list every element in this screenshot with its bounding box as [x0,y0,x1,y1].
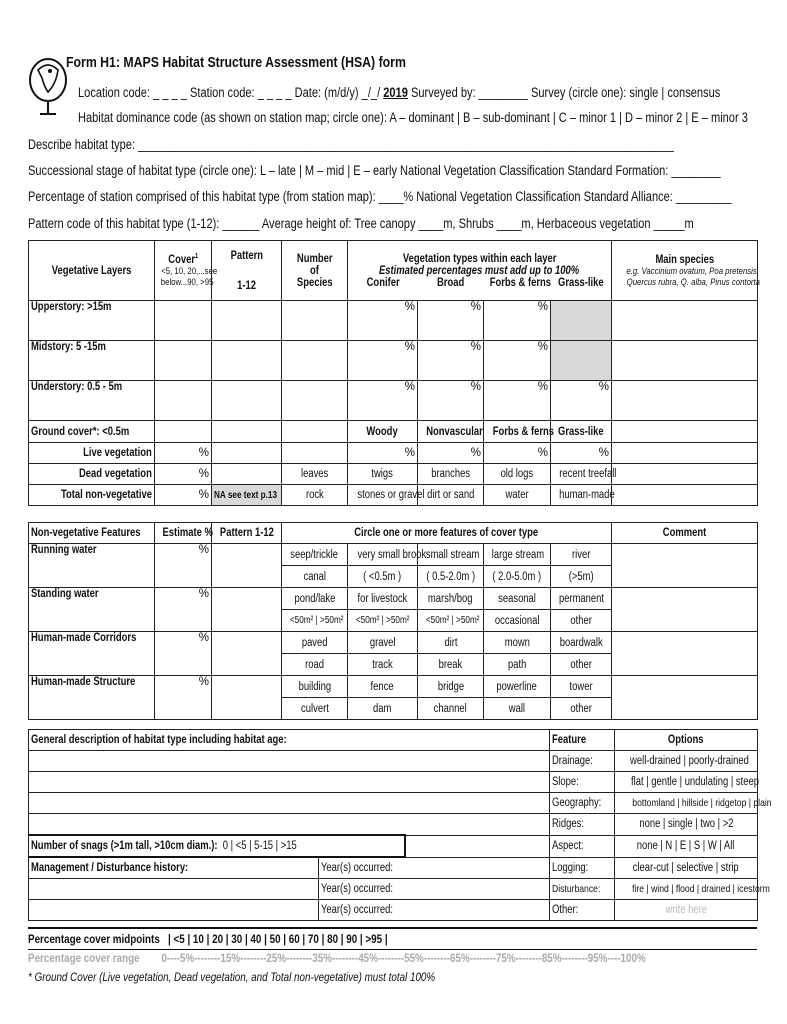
upperstory-conifer[interactable]: % [348,301,418,341]
ground-main-species[interactable] [612,421,758,443]
rw-option-4[interactable]: large stream [484,544,551,566]
description-line-4[interactable] [29,814,550,836]
corridors-pattern[interactable] [212,632,282,676]
hs-option-7[interactable]: dam [348,698,418,720]
hs-option-4[interactable]: powerline [484,676,551,698]
live-nonvascular[interactable]: % [418,443,484,464]
options-aspect[interactable]: none | N | E | S | W | All [615,835,758,857]
hc-option-10[interactable]: other [551,654,612,676]
dead-vegetation-label: Dead vegetation [29,464,155,485]
nonvascular-header: Nonvascular [418,421,484,443]
hc-option-3[interactable]: dirt [418,632,484,654]
hs-option-5[interactable]: tower [551,676,612,698]
rw-size-3: ( 2.0-5.0m ) [484,566,551,588]
nonveg-pattern-header: Pattern 1-12 [212,523,282,544]
comment-header: Comment [612,523,758,544]
describe-habitat-line: Describe habitat type: _______________________________________________________________________________________ [28,137,674,152]
hc-option-2[interactable]: gravel [348,632,418,654]
hs-option-9[interactable]: wall [484,698,551,720]
habitat-dominance-line: Habitat dominance code (as shown on station map; circle one): A – dominant | B – sub-dominant | C – minor 1 | D – minor 2 | E – minor 3 [78,110,748,125]
understory-main-species[interactable] [612,381,758,421]
rw-option-6[interactable]: canal [282,566,348,588]
sw-option-3[interactable]: marsh/bog [418,588,484,610]
hc-option-1[interactable]: paved [282,632,348,654]
corridors-label: Human-made Corridors [29,632,155,676]
sw-option-5[interactable]: permanent [551,588,612,610]
understory-species[interactable] [282,381,348,421]
dead-branches: branches [418,464,484,485]
vegetation-table [28,240,761,506]
midstory-conifer[interactable]: % [348,341,418,381]
standing-water-comment[interactable] [612,588,758,632]
woody-header: Woody [348,421,418,443]
pattern-code-line: Pattern code of this habitat type (1-12): ______ Average height of: Tree canopy ____m, Shrubs ____m, Herbaceous vegetation _____m [28,216,694,231]
feature-ridges: Ridges: [550,814,615,836]
structure-comment[interactable] [612,676,758,720]
year-occurred-2[interactable]: Year(s) occurred: [319,879,550,900]
vegetative-layers-header: Vegetative Layers [29,241,155,301]
live-vegetation-species[interactable] [282,443,348,464]
dead-vegetation-cover[interactable]: % [155,464,212,485]
feature-disturbance: Disturbance: [550,879,615,900]
understory-conifer[interactable]: % [348,381,418,421]
snags-row[interactable]: Number of snags (>1m tall, >10cm diam.): 0 | <5 | 5-15 | >15 [29,835,405,857]
cover-header: Cover$^1$ <5, 10, 20,...see below...90, >95 [155,241,212,301]
management-label: Management / Disturbance history: [29,857,319,879]
location-line [78,85,720,100]
midstory-pattern[interactable] [212,341,282,381]
sw-size-1[interactable]: <50m² | >50m² [282,610,348,632]
structure-pattern[interactable] [212,676,282,720]
upperstory-main-species[interactable] [612,301,758,341]
upperstory-forbs[interactable]: % [484,301,551,341]
surveyed-by: Surveyed by: ________ Survey (circle one): single | consensus [410,85,721,100]
dead-main-species[interactable] [612,464,758,485]
maps-logo-icon [28,56,68,118]
hc-option-9[interactable]: path [484,654,551,676]
live-main-species[interactable] [612,443,758,464]
number-of-species-header: Number of Species [282,241,348,301]
running-water-pattern[interactable] [212,544,282,588]
rw-option-2[interactable]: very small brook [348,544,418,566]
nonveg-stones: stones or gravel [348,485,418,506]
structure-label: Human-made Structure [29,676,155,720]
circle-features-header: Circle one or more features of cover type [282,523,612,544]
rw-option-3[interactable]: small stream [418,544,484,566]
dead-vegetation-pattern[interactable] [212,464,282,485]
running-water-comment[interactable] [612,544,758,588]
corridors-estimate[interactable]: % [155,632,212,676]
hc-option-4[interactable]: mown [484,632,551,654]
nonveg-rock: rock [282,485,348,506]
sw-option-7[interactable]: other [551,610,612,632]
feature-geography: Geography: [550,793,615,814]
sw-option-2[interactable]: for livestock [348,588,418,610]
year-occurred-3[interactable]: Year(s) occurred: [319,900,550,921]
standing-water-estimate[interactable]: % [155,588,212,632]
dead-recent-treefall: recent treefall [551,464,612,485]
nonveg-dirt: dirt or sand [418,485,484,506]
structure-estimate[interactable]: % [155,676,212,720]
feature-slope: Slope: [550,772,615,793]
management-line-2[interactable] [29,879,319,900]
percentage-range: Percentage cover range 0----5%--------15%--------25%--------35%--------45%--------55%--------65%--------75%--------85%--------95%----100% [28,951,646,965]
hs-option-8[interactable]: channel [418,698,484,720]
hc-option-8[interactable]: break [418,654,484,676]
nonveg-water: water [484,485,551,506]
live-forbs[interactable]: % [484,443,551,464]
feature-other: Other: [550,900,615,921]
general-description-table [28,729,772,921]
rw-option-1[interactable]: seep/trickle [282,544,348,566]
understory-forbs[interactable]: % [484,381,551,421]
midstory-grass [551,341,612,381]
standing-water-pattern[interactable] [212,588,282,632]
rw-size-4: (>5m) [551,566,612,588]
understory-grass[interactable]: % [551,381,612,421]
dead-leaves: leaves [282,464,348,485]
understory-pattern[interactable] [212,381,282,421]
snags-blank [405,835,550,857]
general-description-header: General description of habitat type including habitat age: [29,730,550,751]
estimate-header: Estimate % [155,523,212,544]
midstory-species[interactable] [282,341,348,381]
midstory-cover[interactable] [155,341,212,381]
dead-old-logs: old logs [484,464,551,485]
hs-option-10[interactable]: other [551,698,612,720]
sw-option-4[interactable]: seasonal [484,588,551,610]
hs-option-1[interactable]: building [282,676,348,698]
options-other-write-here[interactable]: write here [615,900,758,921]
year: 2019 [383,85,408,100]
ground-grass-header: Grass-like [551,421,612,443]
hs-option-6[interactable]: culvert [282,698,348,720]
rw-size-2: ( 0.5-2.0m ) [418,566,484,588]
sw-option-1[interactable]: pond/lake [282,588,348,610]
midstory-label: Midstory: 5 -15m [29,341,155,381]
live-grass[interactable]: % [551,443,612,464]
upperstory-pattern[interactable] [212,301,282,341]
nonveg-features-header: Non-vegetative Features [29,523,155,544]
sw-size-2[interactable]: <50m² | >50m² [348,610,418,632]
non-vegetative-label: Total non-vegetative [29,485,155,506]
ground-cover-pattern [212,421,282,443]
live-vegetation-cover[interactable]: % [155,443,212,464]
live-vegetation-label: Live vegetation [29,443,155,464]
live-woody[interactable]: % [348,443,418,464]
running-water-estimate[interactable]: % [155,544,212,588]
upperstory-cover[interactable] [155,301,212,341]
hc-option-7[interactable]: track [348,654,418,676]
options-header: Options [615,730,758,751]
upperstory-label: Upperstory: >15m [29,301,155,341]
hc-option-5[interactable]: boardwalk [551,632,612,654]
live-vegetation-pattern[interactable] [212,443,282,464]
rw-option-5[interactable]: river [551,544,612,566]
hs-option-2[interactable]: fence [348,676,418,698]
upperstory-species[interactable] [282,301,348,341]
hs-option-3[interactable]: bridge [418,676,484,698]
feature-header: Feature [550,730,615,751]
understory-label: Understory: 0.5 - 5m [29,381,155,421]
description-line-1[interactable] [29,751,550,772]
midstory-forbs[interactable]: % [484,341,551,381]
description-line-3[interactable] [29,793,550,814]
midstory-broad[interactable]: % [418,341,484,381]
standing-water-label: Standing water [29,588,155,632]
options-drainage[interactable]: well-drained | poorly-drained [615,751,758,772]
ground-cover-species [282,421,348,443]
ground-forbs-header: Forbs & ferns [484,421,551,443]
pattern-header: Pattern 1-12 [212,241,282,301]
successional-stage-line: Successional stage of habitat type (circle one): L – late | M – mid | E – early National Vegetation Classification Standard Formation: ________ [28,163,721,178]
ground-cover-label: Ground cover*: <0.5m [29,421,155,443]
feature-logging: Logging: [550,857,615,879]
understory-cover[interactable] [155,381,212,421]
nonveg-main-species[interactable] [612,485,758,506]
options-logging[interactable]: clear-cut | selective | strip [615,857,758,879]
na-see-text: NA see text p.13 [212,485,282,506]
feature-drainage: Drainage: [550,751,615,772]
sw-option-6[interactable]: occasional [484,610,551,632]
description-line-2[interactable] [29,772,550,793]
upperstory-broad[interactable]: % [418,301,484,341]
hc-option-6[interactable]: road [282,654,348,676]
vegetation-types-header: Vegetation types within each layer Estimated percentages must add up to 100% Conifer Broad Forbs & ferns Grass-like [348,241,612,301]
year-occurred-1[interactable]: Year(s) occurred: [319,857,550,879]
main-species-header: Main species e.g. Vaccinium ovatum, Poa pretensis Quercus rubra, Q. alba, Pinus contorta [612,241,758,301]
midstory-main-species[interactable] [612,341,758,381]
running-water-label: Running water [29,544,155,588]
percentage-midpoints: Percentage cover midpoints | <5 | 10 | 20 | 30 | 40 | 50 | 60 | 70 | 80 | 90 | >95 | [28,927,757,950]
non-vegetative-table [28,522,758,720]
ground-cover-cover [155,421,212,443]
options-ridges[interactable]: none | single | two | >2 [615,814,758,836]
options-geography[interactable]: bottomland | hillside | ridgetop | plain [615,793,758,814]
form-title: Form H1: MAPS Habitat Structure Assessment (HSA) form [66,54,406,71]
sw-size-3[interactable]: <50m² | >50m² [418,610,484,632]
corridors-comment[interactable] [612,632,758,676]
options-disturbance[interactable]: fire | wind | flood | drained | icestorm [615,879,758,900]
ground-cover-note: * Ground Cover (Live vegetation, Dead vegetation, and Total non-vegetative) must total 100% [28,970,436,984]
management-line-3[interactable] [29,900,319,921]
percentage-station-line: Percentage of station comprised of this habitat type (from station map): ____% National Vegetation Classification Standard Alliance: _________ [28,189,732,204]
feature-aspect: Aspect: [550,835,615,857]
location-station-date: Location code: _ _ _ _ Station code: _ _ _ _ Date: (m/d/y) _/_/ [78,85,381,100]
nonveg-human-made: human-made [551,485,612,506]
dead-twigs: twigs [348,464,418,485]
rw-size-1: ( <0.5m ) [348,566,418,588]
non-vegetative-cover[interactable]: % [155,485,212,506]
upperstory-grass [551,301,612,341]
understory-broad[interactable]: % [418,381,484,421]
options-slope[interactable]: flat | gentle | undulating | steep [615,772,758,793]
